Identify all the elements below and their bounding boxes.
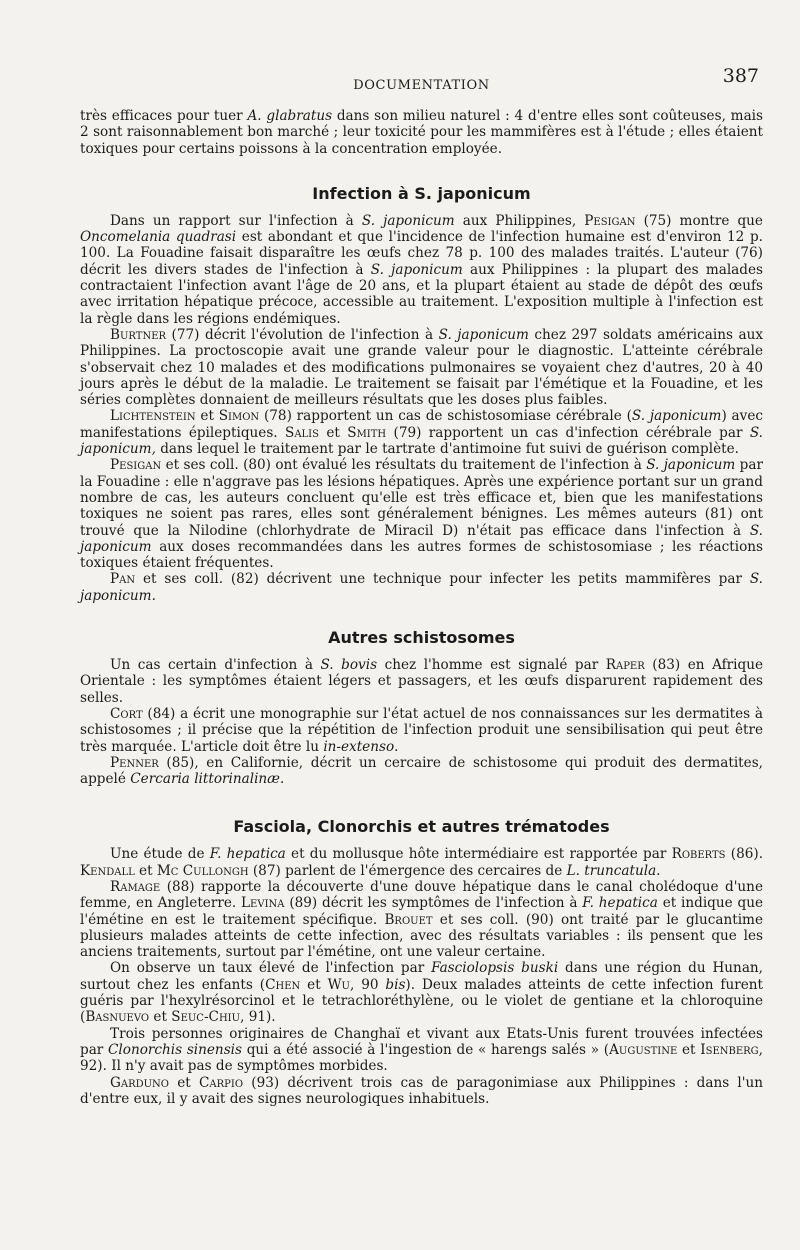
fasciola-paragraph-2: Ramage (88) rapporte la découverte d'une douve hépatique dans le canal cholédoque d'une femme, en Angleterre. Levina (89) décrit les symptômes de l'infection à F. hepatica et indique que l'émétine en est le traitement spécifique. Brouet et ses coll. (90) ont traité par le glucantime plusieurs malades atteints de cette infection, avec des résultats variables : ils pensent que les anciens traitements, surtout par l'émétine, ont une valeur certaine. [80,878,763,961]
intro-paragraph: très efficaces pour tuer A. glabratus dans son milieu naturel : 4 d'entre elles sont coûteuses, mais 2 sont raisonnablement bon marché ; leur toxicité pour les mammifères est à l'étude ; elles étaient toxiques pour certains poissons à la concentration employée. [80,108,763,157]
fasciola-paragraph-3: On observe un taux élevé de l'infection par Fasciolopsis buski dans une région du Hunan, surtout chez les enfants (Chen et Wu, 90 bis). Deux malades atteints de cette infection furent guéris par l'hexylrésorcinol et le tetrachloréthylène, ou le violet de gentiane et la chloroquine (Basnuevo et Seuc-Chiu, 91). [80,960,763,1026]
section-heading-fasciola: Fasciola, Clonorchis et autres trématodes [233,817,610,837]
section-heading-japonicum: Infection à S. japonicum [312,183,531,203]
japonicum-paragraph-2: Burtner (77) décrit l'évolution de l'infection à S. japonicum chez 297 soldats américains aux Philippines. La proctoscopie avait une grande valeur pour le diagnostic. L'atteinte cérébrale s'observait chez 10 malades et des modifications pulmonaires se voyaient chez d'autres, 20 à 40 jours après le début de la maladie. Le traitement se faisait par l'émétique et la Fouadine, et les séries complètes donnaient de meilleurs résultats que les doses plus faibles. [80,326,763,409]
running-title: DOCUMENTATION [353,78,490,93]
fasciola-paragraph-5: Garduno et Carpio (93) décrivent trois cas de paragonimiase aux Philippines : dans l'un d'entre eux, il y avait des signes neurologiques inhabituels. [80,1074,764,1107]
japonicum-paragraph-1: Dans un rapport sur l'infection à S. japonicum aux Philippines, Pesigan (75) montre que Oncomelania quadrasi est abondant et que l'incidence de l'infection humaine est d'environ 12 p. 100. La Fouadine faisait disparaître les œufs chez 78 p. 100 des malades traités. L'auteur (76) décrit les divers stades de l'infection à S. japonicum aux Philippines : la plupart des malades contractaient l'infection avant l'âge de 20 ans, et la plupart étaient au stade de dépôt des œufs avec irritation hépatique précoce, accessible au traitement. L'exposition multiple à l'infection est la règle dans les régions endémiques. [80,212,763,327]
japonicum-paragraph-5: Pan et ses coll. (82) décrivent une technique pour infecter les petits mammifères par S. japonicum. [80,571,763,604]
page-number: 387 [722,65,759,87]
autres-paragraph-3: Penner (85), en Californie, décrit un cercaire de schistosome qui produit des dermatites, appelé Cercaria littorinalinæ. [80,754,763,788]
fasciola-paragraph-4: Trois personnes originaires de Changhaï et vivant aux Etats-Unis furent trouvées infectées par Clonorchis sinensis qui a été associé à l'ingestion de « harengs salés » (Augustine et Isenberg, 92). Il n'y avait pas de symptômes morbides. [80,1025,763,1075]
autres-paragraph-2: Cort (84) a écrit une monographie sur l'état actuel de nos connaissances sur les dermatites à schistosomes ; il précise que la répétition de l'infection produit une sensibilisation qui peut être très marquée. L'article doit être lu in-extenso. [80,705,763,755]
autres-paragraph-1: Un cas certain d'infection à S. bovis chez l'homme est signalé par Raper (83) en Afrique Orientale : les symptômes étaient légers et passagers, et les œufs disparurent rapidement des selles. [80,657,764,706]
section-heading-autres-schistosomes: Autres schistosomes [328,628,515,648]
japonicum-paragraph-4: Pesigan et ses coll. (80) ont évalué les résultats du traitement de l'infection à S. japonicum par la Fouadine : elle n'aggrave pas les lésions hépatiques. Après une expérience portant sur un grand nombre de cas, les auteurs concluent qu'elle est très efficace et, bien que les manifestations toxiques ne soient pas rares, elles sont généralement bénignes. Les mêmes auteurs (81) ont trouvé que la Nilodine (chlorhydrate de Miracil D) n'était pas efficace dans l'infection à S. japonicum aux doses recommandées dans les autres formes de schistosomiase ; les réactions toxiques étaient fréquentes. [80,457,763,572]
page-header [80,65,763,108]
japonicum-paragraph-3: Lichtenstein et Simon (78) rapportent un cas de schistosomiase cérébrale (S. japonicum) avec manifestations épileptiques. Salis et Smith (79) rapportent un cas d'infection cérébrale par S. japonicum, dans lequel le traitement par le tartrate d'antimoine fut suivi de guérison complète. [80,408,764,458]
fasciola-paragraph-1: Une étude de F. hepatica et du mollusque hôte intermédiaire est rapportée par Roberts (86). Kendall et Mc Cullongh (87) parlent de l'émergence des cercaires de L. truncatula. [80,846,764,879]
